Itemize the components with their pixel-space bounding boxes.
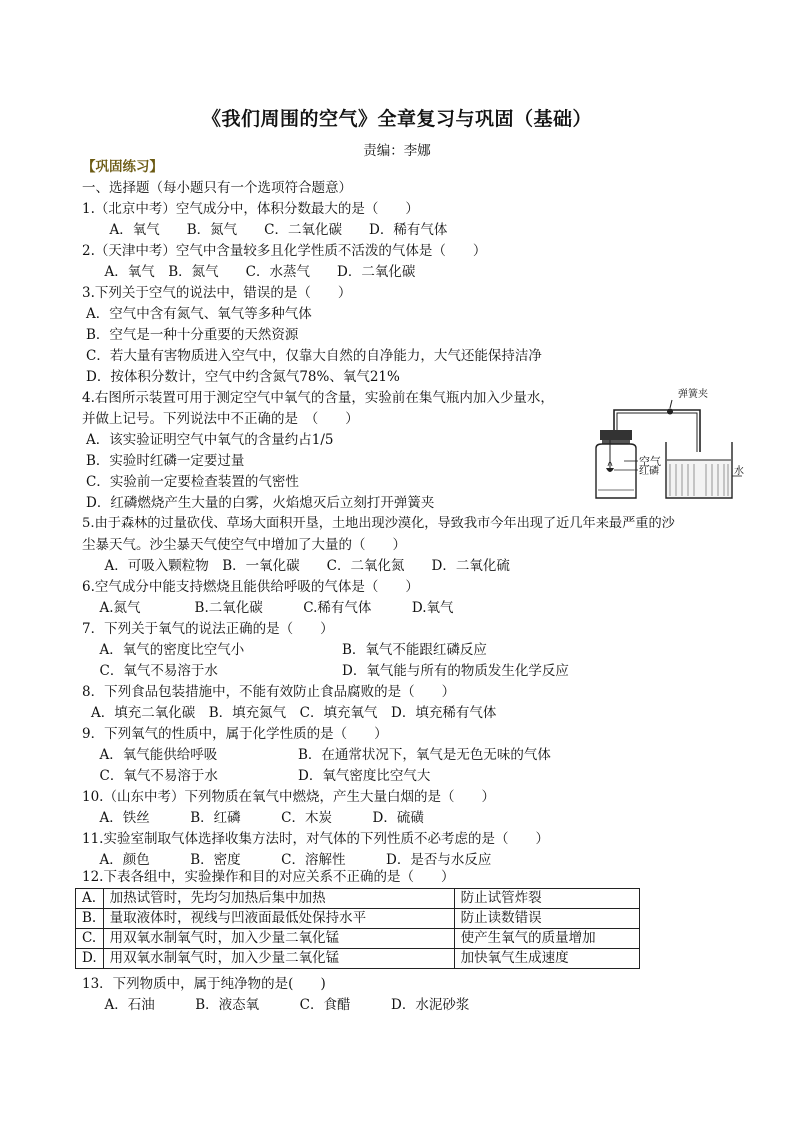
question-11: 11.实验室制取气体选择收集方法时，对气体的下列性质不必考虑的是（ ）: [82, 831, 549, 847]
section-heading: 一、选择题（每小题只有一个选项符合题意）: [82, 180, 352, 196]
clip-icon: [667, 409, 673, 415]
page-title: 《我们周围的空气》全章复习与巩固（基础）: [201, 108, 592, 130]
question-10: 10.（山东中考）下列物质在氧气中燃烧，产生大量白烟的是（ ）: [82, 789, 495, 805]
question-4: 4.右图所示装置可用于测定空气中氧气的含量，实验前在集气瓶内加入少量水，: [82, 390, 554, 406]
question-3-option-c: C．若大量有害物质进入空气中，仅靠大自然的自净能力，大气还能保持洁净: [86, 348, 542, 364]
table-cell: 用双氧水制氧气时，加入少量二氧化锰: [103, 929, 454, 949]
question-4-option-a: A．该实验证明空气中氧气的含量约占1/5: [86, 432, 334, 448]
question-4-cont: 并做上记号。下列说法中不正确的是 （ ）: [82, 411, 359, 427]
phosphorus-label: 红磷: [639, 466, 659, 477]
question-7: 7．下列关于氧气的说法正确的是（ ）: [82, 621, 334, 637]
question-6: 6.空气成分中能支持燃烧且能供给呼吸的气体是（ ）: [82, 579, 419, 595]
question-4-option-c: C．实验前一定要检查装置的气密性: [86, 474, 299, 490]
table-cell: 使产生氧气的质量增加: [454, 929, 639, 949]
question-4-option-d: D．红磷燃烧产生大量的白雾，火焰熄灭后立刻打开弹簧夹: [86, 495, 435, 511]
question-1-options: A．氧气 B．氮气 C．二氧化碳 D．稀有气体: [96, 222, 448, 238]
question-7-option-a: A．氧气的密度比空气小: [86, 642, 245, 658]
question-3: 3.下列关于空气的说法中，错误的是（ ）: [82, 285, 352, 301]
table-cell: A.: [76, 889, 104, 909]
apparatus-diagram: [582, 386, 746, 500]
section-tag: 【巩固练习】: [82, 159, 163, 175]
question-9-option-a: A．氧气能供给呼吸: [86, 747, 218, 763]
question-2: 2.（天津中考）空气中含量较多且化学性质不活泼的气体是（ ）: [82, 243, 487, 259]
question-13: 13．下列物质中，属于纯净物的是( ): [82, 976, 326, 992]
table-row: [76, 909, 640, 929]
question-5-options: A．可吸入颗粒物 B．一氧化碳 C．二氧化氮 D．二氧化硫: [91, 558, 510, 574]
water-label: 水: [734, 466, 744, 477]
table-cell: D.: [76, 949, 104, 969]
table-cell: 加快氧气生成速度: [454, 949, 639, 969]
question-9-option-d: D．氧气密度比空气大: [298, 768, 431, 784]
question-3-option-d: D．按体积分数计，空气中约含氮气78%、氧气21%: [86, 369, 400, 385]
table-cell: 防止试管炸裂: [454, 889, 639, 909]
table-cell: 量取液体时，视线与凹液面最低处保持水平: [103, 909, 454, 929]
question-3-option-b: B．空气是一种十分重要的天然资源: [86, 327, 299, 343]
stopper: [600, 430, 632, 440]
question-11-options: A．颜色 B．密度 C．溶解性 D．是否与水反应: [86, 852, 492, 868]
table-cell: 防止读数错误: [454, 909, 639, 929]
question-9-option-c: C．氧气不易溶于水: [86, 768, 218, 784]
question-5-cont: 尘暴天气。沙尘暴天气使空气中增加了大量的（ ）: [82, 537, 406, 553]
question-12: 12.下表各组中，实验操作和目的对应关系不正确的是（ ）: [82, 869, 455, 885]
question-8-options: A．填充二氧化碳 B．填充氮气 C．填充氧气 D．填充稀有气体: [91, 705, 497, 721]
question-7-option-d: D．氧气能与所有的物质发生化学反应: [342, 663, 569, 679]
question-6-options: A.氮气 B.二氧化碳 C.稀有气体 D.氧气: [86, 600, 454, 616]
question-2-options: A．氧气 B．氮气 C．水蒸气 D．二氧化碳: [91, 264, 416, 280]
table-cell: 用双氧水制氧气时，加入少量二氧化锰: [103, 949, 454, 969]
question-9-option-b: B．在通常状况下，氧气是无色无味的气体: [298, 747, 551, 763]
question-9: 9．下列氧气的性质中，属于化学性质的是（ ）: [82, 726, 388, 742]
question-8: 8．下列食品包装措施中，不能有效防止食品腐败的是（ ）: [82, 684, 456, 700]
table-row: [76, 929, 640, 949]
question-4-option-b: B．实验时红磷一定要过量: [86, 453, 245, 469]
table-row: [76, 889, 640, 909]
table-row: [76, 949, 640, 969]
question-5: 5.由于森林的过量砍伐、草场大面积开垦，土地出现沙漠化，导致我市今年出现了近几年来最严重的沙: [82, 516, 675, 531]
question-1: 1.（北京中考）空气成分中，体积分数最大的是（ ）: [82, 201, 419, 217]
question-7-option-c: C．氧气不易溶于水: [86, 663, 218, 679]
table-cell: B.: [76, 909, 104, 929]
question-7-option-b: B．氧气不能跟红磷反应: [342, 642, 487, 658]
editor-line: 责编：李娜: [363, 143, 431, 159]
air-label: 空气: [639, 455, 661, 468]
question-10-options: A．铁丝 B．红磷 C．木炭 D．硫磺: [86, 810, 424, 826]
clip-label: 弹簧夹: [678, 389, 708, 400]
question-13-options: A．石油 B．液态氧 C．食醋 D．水泥砂浆: [91, 997, 470, 1013]
table-cell: 加热试管时，先均匀加热后集中加热: [103, 889, 454, 909]
table-cell: C.: [76, 929, 104, 949]
question-3-option-a: A．空气中含有氮气、氧气等多种气体: [86, 306, 312, 322]
question-12-table: [75, 888, 640, 969]
